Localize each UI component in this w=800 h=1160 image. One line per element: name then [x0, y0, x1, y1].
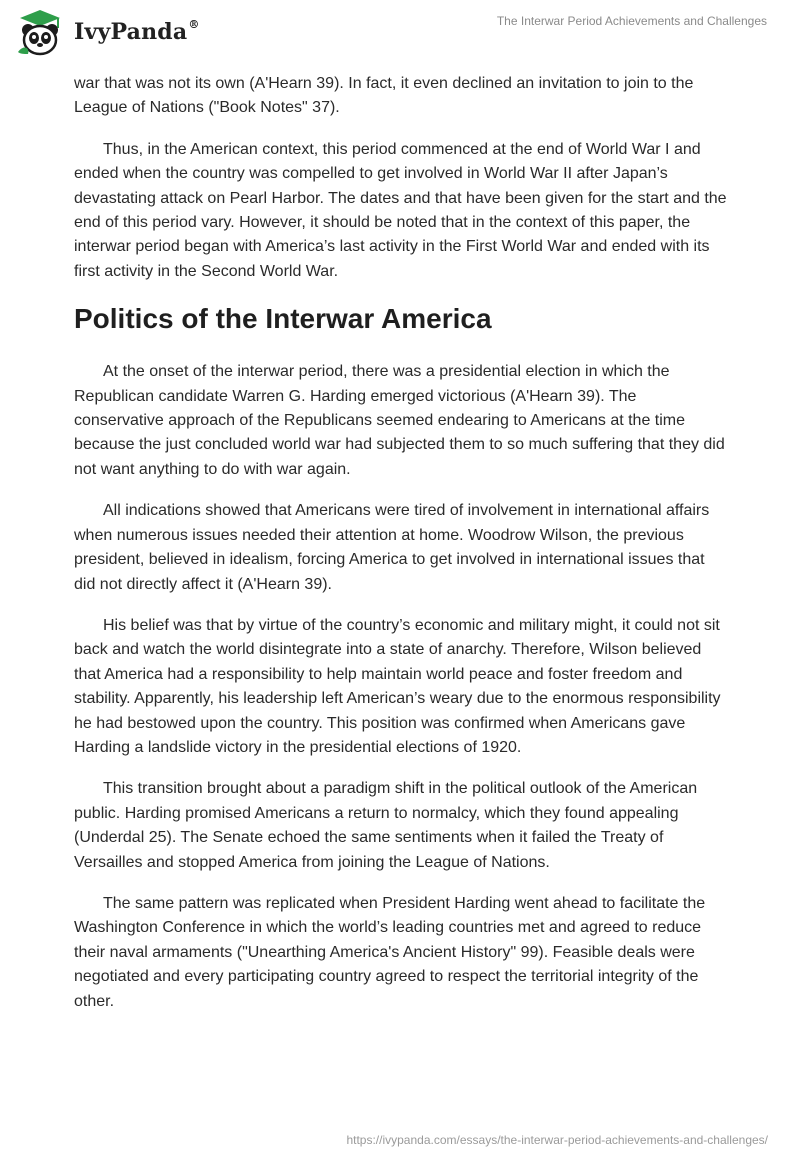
paragraph: His belief was that by virtue of the country’s economic and military might, it could not sit back and watch the world disintegrate into a state of anarchy. Therefore, Wilson believed that America had a responsibility to help maintain world peace and foster freedom and stability. Apparently, his leadership left American’s weary due to the enormous responsibility he had bestowed upon the country. This position was confirmed when Americans gave Harding a landslide victory in the presidential elections of 1920. [74, 616, 721, 756]
paragraph: This transition brought about a paradigm shift in the political outlook of the American public. Harding promised Americans a return to normalcy, which they found appealing (Underdal 25). The Senate echoed the same sentiments when it failed the Treaty of Versailles and stopped America from joining the League of Nations. [74, 780, 698, 871]
page-header [0, 0, 800, 60]
brand-name: IvyPanda® [74, 17, 200, 45]
essay-body [74, 72, 728, 1031]
paragraph: The same pattern was replicated when President Harding went ahead to facilitate the Washington Conference in which the world’s leading countries met and agreed to reduce their naval armaments ("Unearthing America's Ancient History" 99). Feasible deals were negotiated and every participating country agreed to respect the territorial integrity of the other. [74, 894, 706, 1010]
ivypanda-logo[interactable] [14, 8, 200, 56]
document-title: The Interwar Period Achievements and Challenges [496, 14, 767, 28]
paragraph: war that was not its own (A'Hearn 39). In fact, it even declined an invitation to join to the League of Nations ("Book Notes" 37). [74, 75, 694, 117]
paragraph: All indications showed that Americans were tired of involvement in international affairs when numerous issues needed their attention at home. Woodrow Wilson, the previous president, believed in idealism, forcing America to get involved in international issues that did not directly affect it (A'Hearn 39). [74, 502, 710, 593]
source-url-link[interactable]: https://ivypanda.com/essays/the-interwar-period-achievements-and-challenges/ [346, 1133, 768, 1147]
paragraph: Thus, in the American context, this period commenced at the end of World War I and ended when the country was compelled to get involved in World War II after Japan’s devastating attack on Pearl Harbor. The dates and that have been given for the start and the end of this period vary. However, it should be noted that in the context of this paper, the interwar period began with America’s last activity in the First World War and ended with its first activity in the Second World War. [74, 140, 727, 280]
paragraph: At the onset of the interwar period, there was a presidential election in which the Republican candidate Warren G. Harding emerged victorious (A'Hearn 39). The conservative approach of the Republicans seemed endearing to Americans at the time because the just concluded world war had subjected them to so much suffering that they did not want anything to do with war again. [74, 363, 725, 478]
section-heading: Politics of the Interwar America [74, 303, 492, 335]
panda-graduate-icon [14, 8, 66, 56]
